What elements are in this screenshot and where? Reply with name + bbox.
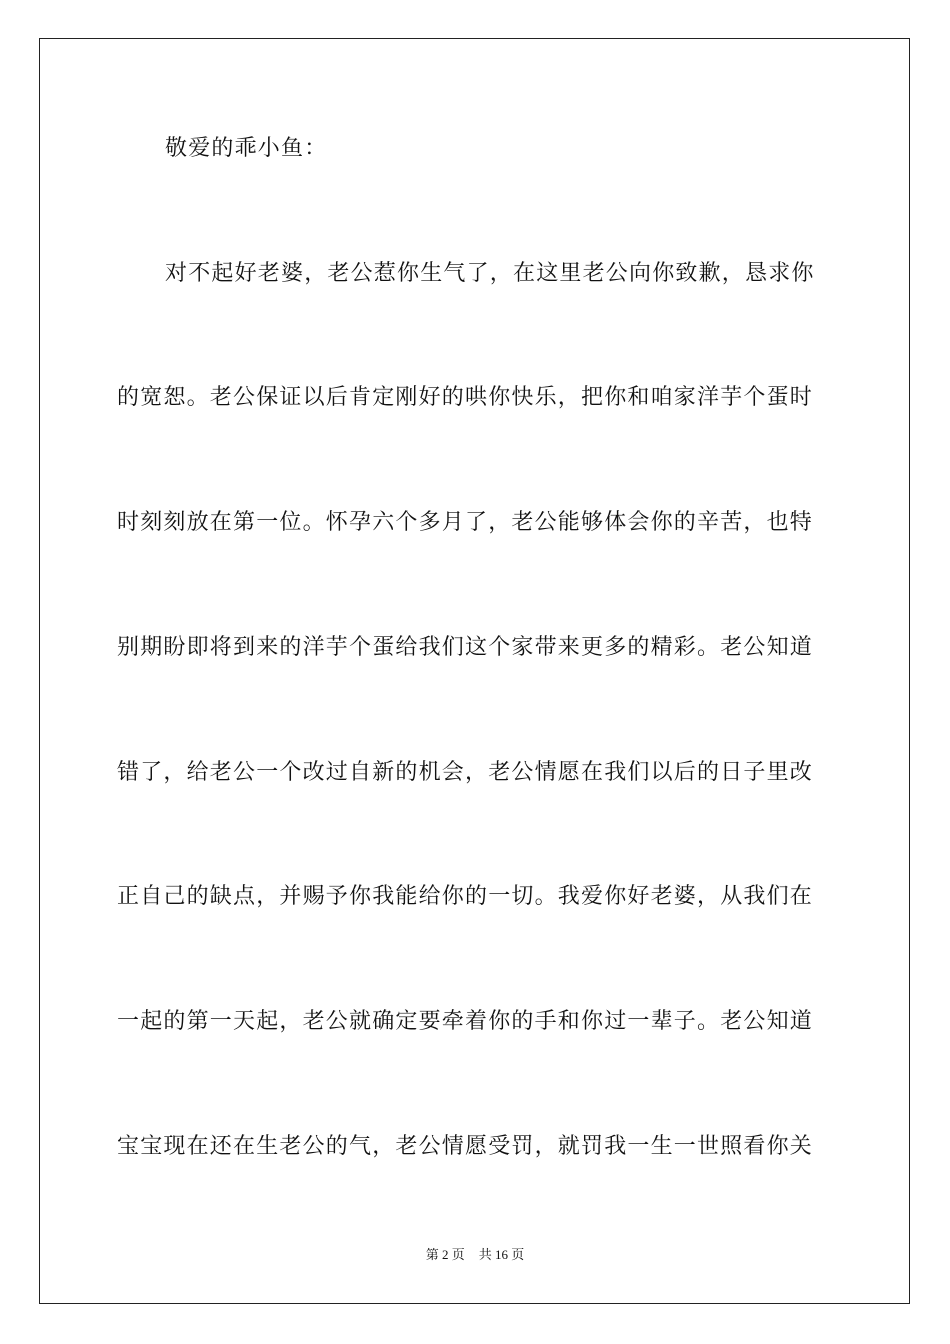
- letter-line-6: 正自己的缺点，并赐予你我能给你的一切。我爱你好老婆，从我们在: [117, 884, 814, 909]
- letter-line-8: 宝宝现在还在生老公的气，老公情愿受罚，就罚我一生一世照看你关: [117, 1134, 814, 1159]
- page-total: 共 16 页: [478, 1247, 525, 1262]
- letter-line-3: 时刻刻放在第一位。怀孕六个多月了，老公能够体会你的辛苦，也特: [117, 510, 814, 535]
- page-footer: [0, 1244, 950, 1263]
- letter-line-2: 的宽恕。老公保证以后肯定刚好的哄你快乐，把你和咱家洋芋个蛋时: [117, 385, 814, 410]
- letter-line-4: 别期盼即将到来的洋芋个蛋给我们这个家带来更多的精彩。老公知道: [117, 635, 814, 660]
- letter-line-1: 对不起好老婆，老公惹你生气了，在这里老公向你致歉，恳求你: [165, 261, 815, 286]
- letter-salutation: 敬爱的乖小鱼：: [165, 136, 328, 161]
- letter-line-5: 错了，给老公一个改过自新的机会，老公情愿在我们以后的日子里改: [117, 760, 814, 785]
- letter-line-7: 一起的第一天起，老公就确定要牵着你的手和你过一辈子。老公知道: [117, 1009, 814, 1034]
- page-number: 第 2 页: [425, 1247, 465, 1262]
- page-frame: [39, 38, 910, 1304]
